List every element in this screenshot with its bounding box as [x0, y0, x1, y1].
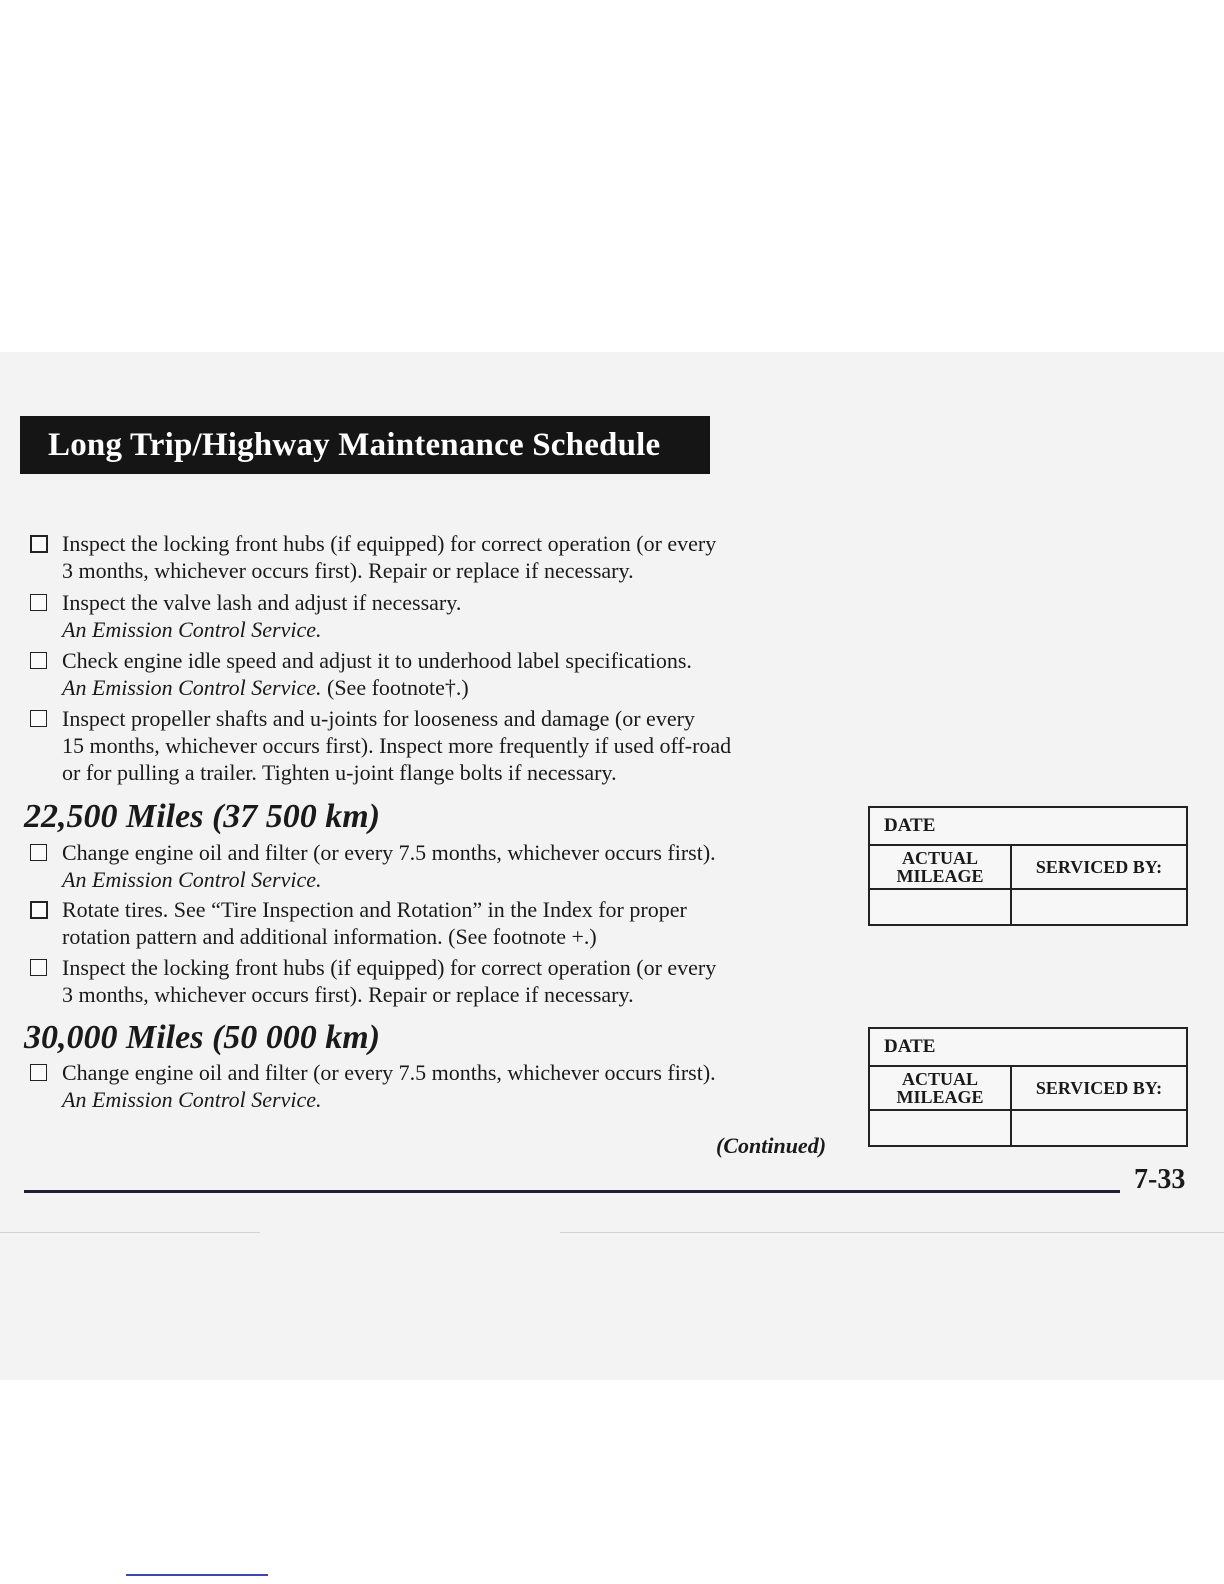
- item-text-line: Change engine oil and filter (or every 7.5 months, whichever occurs first).: [62, 840, 716, 865]
- actual-mileage-label: [869, 845, 1011, 889]
- checkbox[interactable]: [30, 535, 48, 553]
- footer-rule: [24, 1190, 1120, 1193]
- scan-artifact-line: [0, 1232, 260, 1233]
- mileage-label-line: ACTUAL: [901, 1069, 978, 1089]
- item-text-line: or for pulling a trailer. Tighten u-joint flange bolts if necessary.: [62, 760, 617, 785]
- item-text-line: Inspect the locking front hubs (if equipped) for correct operation (or every: [62, 955, 717, 980]
- item-text-line: 3 months, whichever occurs first). Repair or replace if necessary.: [62, 558, 634, 583]
- checklist-item: [30, 1059, 830, 1113]
- checklist-item: [30, 589, 830, 643]
- mileage-heading: 22,500 Miles (37 500 km): [24, 798, 381, 835]
- checkbox[interactable]: [30, 1064, 47, 1081]
- date-field[interactable]: DATE: [869, 1028, 1187, 1066]
- page-title: Long Trip/Highway Maintenance Schedule: [48, 426, 661, 463]
- continued-label: (Continued): [716, 1133, 827, 1158]
- item-text-line: 15 months, whichever occurs first). Inspect more frequently if used off-road: [62, 733, 732, 758]
- item-text-line: rotation pattern and additional information. (See footnote +.): [62, 924, 597, 949]
- footnote-reference: (See footnote†.): [321, 675, 469, 700]
- item-text-line: Rotate tires. See “Tire Inspection and Rotation” in the Index for proper: [62, 897, 687, 922]
- checklist-item: [30, 954, 830, 1008]
- page-number: 7-33: [1134, 1164, 1186, 1195]
- emission-note: An Emission Control Service.: [62, 867, 322, 892]
- item-text-line: Change engine oil and filter (or every 7.5 months, whichever occurs first).: [62, 1060, 716, 1085]
- checklist-item: [30, 647, 830, 701]
- item-text-line: 3 months, whichever occurs first). Repair or replace if necessary.: [62, 982, 634, 1007]
- actual-mileage-field[interactable]: [869, 889, 1011, 925]
- emission-note: [62, 674, 830, 701]
- service-record-table: [868, 1027, 1188, 1147]
- mileage-label-line: MILEAGE: [896, 866, 984, 886]
- checkbox[interactable]: [30, 959, 47, 976]
- item-text-line: Inspect the locking front hubs (if equipped) for correct operation (or every: [62, 531, 717, 556]
- service-record-table: [868, 806, 1188, 926]
- bottom-mark-line: [126, 1574, 268, 1576]
- emission-note: An Emission Control Service.: [62, 1087, 322, 1112]
- serviced-by-field[interactable]: [1011, 889, 1187, 925]
- serviced-by-label: SERVICED BY:: [1011, 1066, 1187, 1110]
- checkbox[interactable]: [30, 652, 47, 669]
- section-title-bar: [20, 416, 710, 474]
- checkbox[interactable]: [30, 901, 48, 919]
- serviced-by-field[interactable]: [1011, 1110, 1187, 1146]
- serviced-by-label: SERVICED BY:: [1011, 845, 1187, 889]
- checkbox[interactable]: [30, 710, 47, 727]
- emission-note: An Emission Control Service.: [62, 617, 322, 642]
- item-text-line: Check engine idle speed and adjust it to underhood label specifications.: [62, 648, 692, 673]
- emission-note-text: An Emission Control Service.: [62, 675, 322, 700]
- checkbox[interactable]: [30, 844, 47, 861]
- checklist-item: [30, 839, 830, 893]
- actual-mileage-field[interactable]: [869, 1110, 1011, 1146]
- checklist-item: [30, 705, 830, 786]
- item-text-line: Inspect propeller shafts and u-joints for looseness and damage (or every: [62, 706, 695, 731]
- mileage-label-line: ACTUAL: [901, 848, 978, 868]
- actual-mileage-label: [869, 1066, 1011, 1110]
- checklist-item: [30, 896, 830, 950]
- item-text-line: Inspect the valve lash and adjust if necessary.: [62, 590, 462, 615]
- mileage-heading: 30,000 Miles (50 000 km): [24, 1019, 381, 1056]
- mileage-label-line: MILEAGE: [896, 1087, 984, 1107]
- date-field[interactable]: DATE: [869, 807, 1187, 845]
- scan-artifact-line: [560, 1232, 1224, 1233]
- checklist-item: [30, 530, 830, 584]
- checkbox[interactable]: [30, 594, 47, 611]
